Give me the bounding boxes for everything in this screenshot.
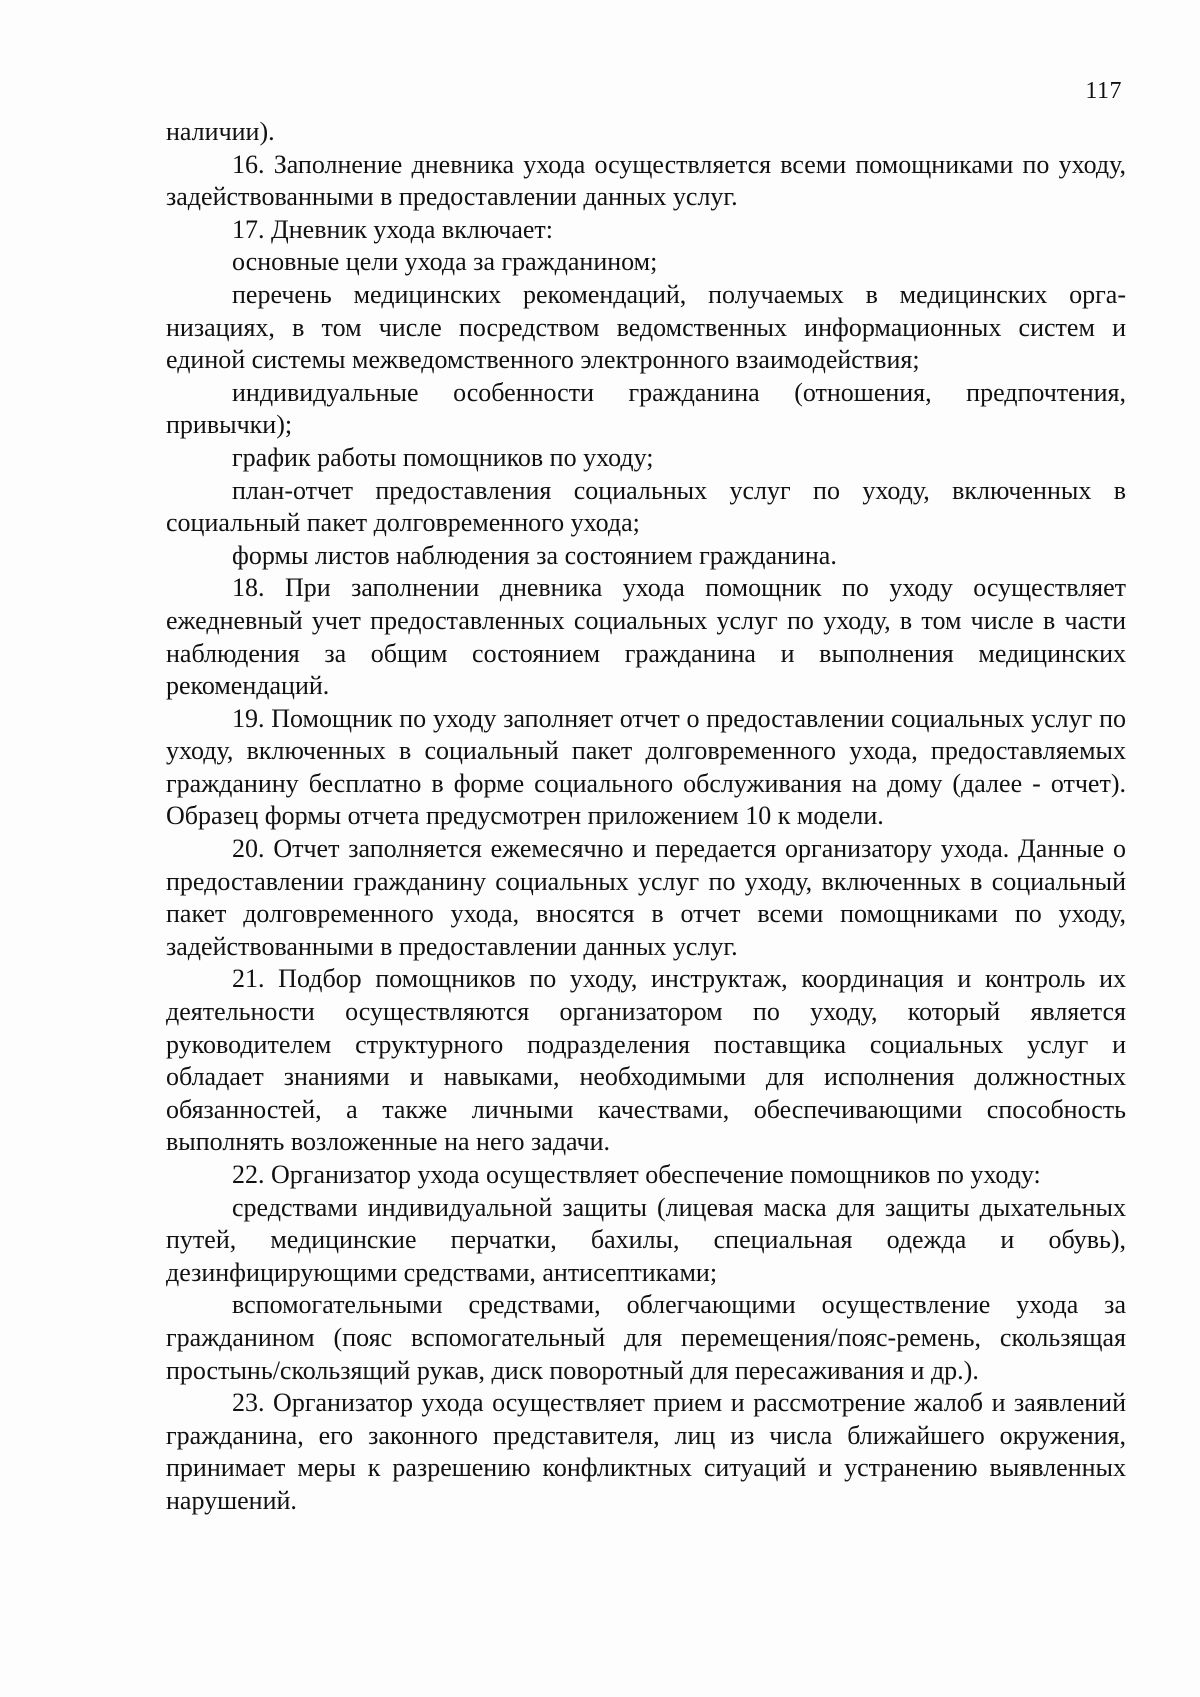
paragraph-item-23: 23. Организатор ухода осуществляет прием и рассмотрение жалоб и заявлений гражданина, его законного представителя, лиц из числа ближайшего окружения, принимает меры к разрешению конфликтных ситуаций и устранению выявленных нарушений. — [166, 1388, 1126, 1515]
list-item-individual-features: индивидуальные особенности гражданина (отношения, предпочтения, привычки); — [166, 377, 1126, 440]
paragraph-item-22: 22. Организатор ухода осуществляет обеспечение помощников по уходу: — [232, 1160, 1041, 1189]
list-item-observation-forms: формы листов наблюдения за состоянием гражданина. — [232, 540, 837, 570]
paragraph-item-20: 20. Отчет заполняется ежемесячно и передается организатору ухода. Данные о предоставлении гражданину социальных услуг по уходу, включенных в социальный пакет долговременного ухода, вносятся в отчет всеми помощниками по уходу, задействованными в предоставлении данных услуг. — [166, 834, 1126, 961]
list-item-medical-recommendations: перечень медицинских рекомендаций, получаемых в медицинских организациях, в том числе посредством ведомственных информационных систем и единой системы межведомственного электронного взаимодействия; — [166, 279, 1126, 375]
list-item-work-schedule: график работы помощников по уходу; — [232, 442, 654, 472]
list-item-plan-report: план-отчет предоставления социальных услуг по уходу, включенных в социальный пакет долговременного ухода; — [166, 475, 1126, 538]
paragraph-item-18: 18. При заполнении дневника ухода помощник по уходу осуществляет ежедневный учет предоставленных социальных услуг по уходу, в том числе в части наблюдения за общим состоянием гражданина и выполнения медицинских рекомендаций. — [166, 573, 1126, 701]
document-body — [166, 116, 1126, 1518]
list-item-care-goals: основные цели ухода за гражданином; — [232, 247, 658, 277]
paragraph-item-17: 17. Дневник ухода включает: — [232, 214, 554, 244]
list-item-protective-equipment: средствами индивидуальной защиты (лицевая маска для защиты дыхательных путей, медицинские перчатки, бахилы, специальная одежда и обувь), дезинфицирующими средствами, антисептиками; — [166, 1192, 1126, 1287]
paragraph-item-21: 21. Подбор помощников по уходу, инструктаж, координация и контроль их деятельности осуществляются организатором по уходу, который является руководителем структурного подразделения поставщика социальных услуг и обладает знаниями и навыками, необходимыми для исполнения должностных обязанностей, а также личными качествами, обеспечивающими способность выполнять возложенные на него задачи. — [166, 964, 1126, 1157]
paragraph-item-19: 19. Помощник по уходу заполняет отчет о предоставлении социальных услуг по уходу, включенных в социальный пакет долговременного ухода, предоставляемых гражданину бесплатно в форме социального обслуживания на дому (далее - отчет). Образец формы отчета предусмотрен приложением 10 к модели. — [166, 703, 1126, 831]
list-item-auxiliary-equipment: вспомогательными средствами, облегчающими осуществление ухода за гражданином (пояс вспомогательный для перемещения/пояс-ремень, скользящая простынь/скользящий рукав, диск поворотный для пересаживания и др.). — [166, 1290, 1126, 1385]
page-number: 117 — [1085, 78, 1122, 104]
paragraph-item-16: 16. Заполнение дневника ухода осуществляется всеми помощниками по уходу, задействованными в предоставлении данных услуг. — [166, 149, 1126, 212]
paragraph-continuation: наличии). — [166, 117, 275, 146]
